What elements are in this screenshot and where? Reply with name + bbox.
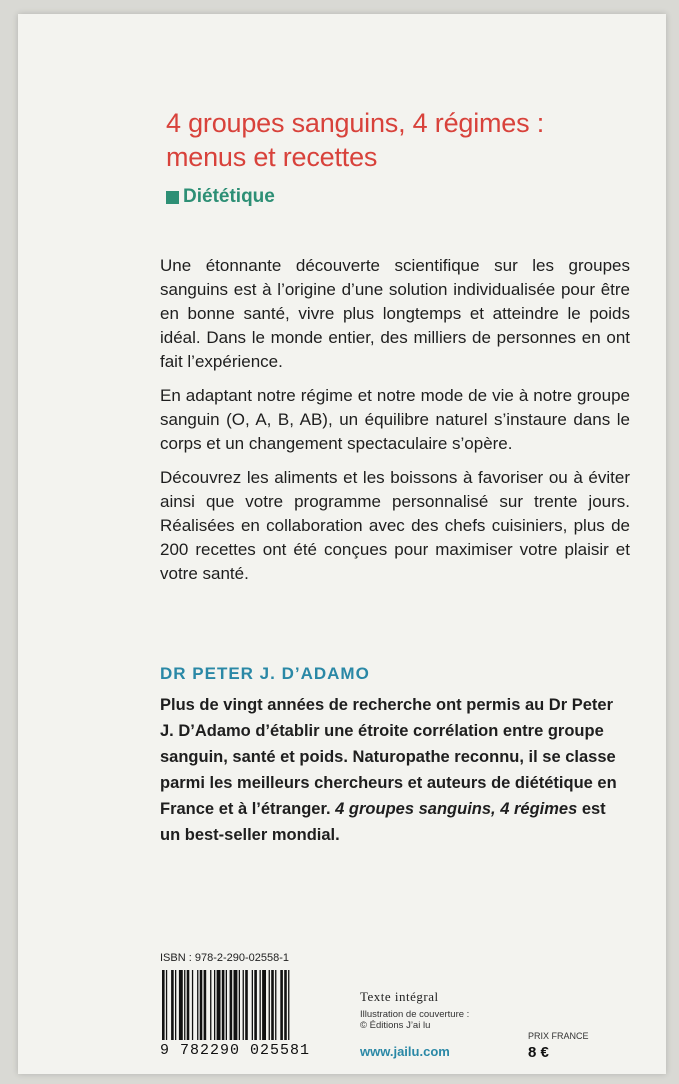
bio-text-2: est un best-seller mondial. — [160, 800, 606, 844]
author-heading: DR PETER J. D’ADAMO — [160, 664, 370, 683]
website-link[interactable]: www.jailu.com — [360, 1044, 450, 1059]
barcode-bar — [288, 970, 289, 1040]
barcode-bar — [254, 970, 257, 1040]
barcode-bar — [214, 970, 215, 1040]
barcode-bar — [210, 970, 211, 1040]
barcode — [160, 970, 338, 1040]
barcode-bar — [245, 970, 248, 1040]
barcode-bar — [284, 970, 287, 1040]
barcode-bar — [269, 970, 270, 1040]
book-title — [166, 106, 646, 174]
bio-text-1: Plus de vingt années de recherche ont permis au Dr Peter J. D’Adamo d’établir une étroite corrélation entre groupe sanguin, santé et poids. Naturopathe reconnu, il se classe parmi les meilleurs chercheurs et auteurs de diététique en France et à l’étranger. — [160, 696, 617, 818]
barcode-bar — [171, 970, 174, 1040]
barcode-bar — [226, 970, 227, 1040]
price-label: PRIX FRANCE — [528, 1031, 589, 1041]
barcode-bar — [192, 970, 193, 1040]
barcode-bar — [200, 970, 203, 1040]
blurb-paragraph-3: Découvrez les aliments et les boissons à favoriser ou à éviter ainsi que votre programme personnalisé sur trente jours. Réalisées en collaboration avec des chefs cuisiniers, plus de 200 recettes ont été conçues pour maximiser votre plaisir et votre santé. — [160, 468, 630, 583]
price: 8 € — [528, 1044, 549, 1061]
barcode-bar — [239, 970, 240, 1040]
barcode-bar — [166, 970, 167, 1040]
barcode-bar — [234, 970, 238, 1040]
illustration-credit-line-2: © Éditions J’ai lu — [360, 1020, 431, 1031]
barcode-bar — [197, 970, 198, 1040]
barcode-bar — [217, 970, 221, 1040]
barcode-bar — [175, 970, 176, 1040]
book-back-cover — [18, 14, 666, 1074]
barcode-bar — [187, 970, 190, 1040]
barcode-number: 9 782290 025581 — [160, 1042, 311, 1059]
category-label — [166, 186, 275, 208]
bio-book-title: 4 groupes sanguins, 4 régimes — [335, 800, 578, 818]
category-text: Diététique — [183, 186, 275, 207]
barcode-bar — [162, 970, 165, 1040]
title-line-1: 4 groupes sanguins, 4 régimes : — [166, 108, 545, 138]
barcode-bar — [262, 970, 266, 1040]
barcode-bar — [280, 970, 283, 1040]
barcode-bar — [243, 970, 244, 1040]
barcode-bar — [184, 970, 185, 1040]
barcode-bar — [260, 970, 261, 1040]
barcode-bar — [275, 970, 276, 1040]
texte-integral: Texte intégral — [360, 989, 439, 1004]
illustration-credit-line-1: Illustration de couverture : — [360, 1009, 470, 1020]
isbn: ISBN : 978-2-290-02558-1 — [160, 952, 290, 964]
illustration-credit — [360, 1009, 510, 1031]
square-bullet-icon — [166, 191, 179, 204]
barcode-bar — [179, 970, 183, 1040]
barcode-bar — [222, 970, 225, 1040]
barcode-bar — [204, 970, 207, 1040]
blurb-paragraph-1: Une étonnante découverte scientifique sur les groupes sanguins est à l’origine d’une solution individualisée pour être en bonne santé, vivre plus longtemps et atteindre le poids idéal. Dans le monde entier, des milliers de personnes en ont fait l’expérience. — [160, 256, 630, 371]
blurb — [160, 254, 630, 596]
title-line-2: menus et recettes — [166, 142, 378, 172]
author-bio — [160, 692, 630, 848]
barcode-bar — [271, 970, 274, 1040]
barcode-bar — [252, 970, 253, 1040]
blurb-paragraph-2: En adaptant notre régime et notre mode de vie à notre groupe sanguin (O, A, B, AB), un équilibre naturel s’instaure dans le corps et un changement spectaculaire s’opère. — [160, 386, 630, 453]
barcode-bar — [230, 970, 233, 1040]
